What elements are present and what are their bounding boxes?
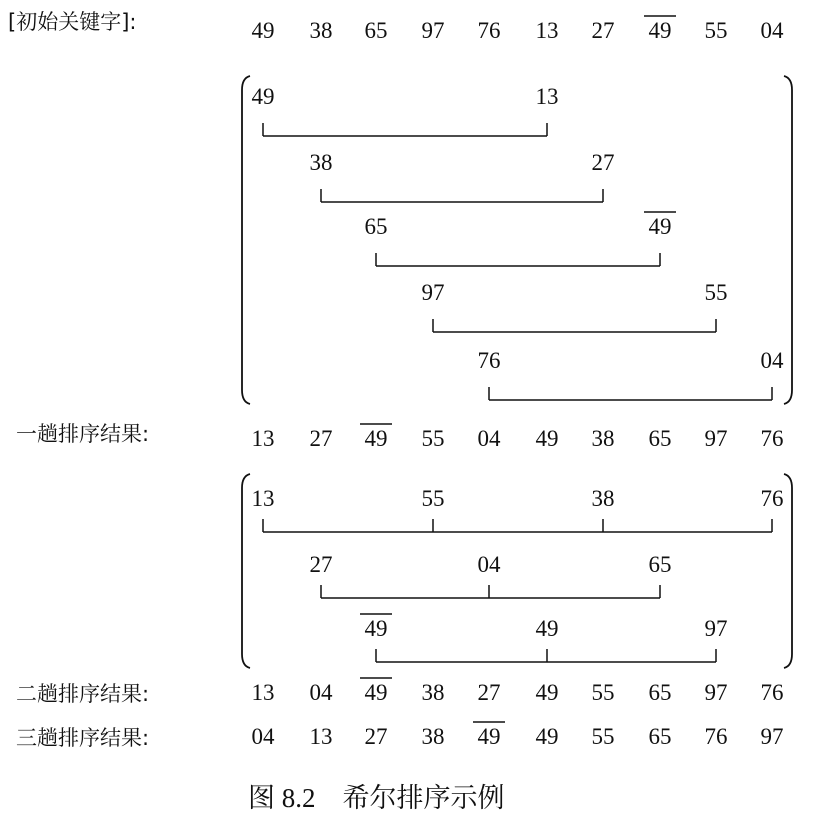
- row-pass2-value: 49: [364, 680, 388, 705]
- row-pass2-value: 38: [421, 680, 445, 705]
- groups2-value: 49: [535, 616, 559, 641]
- row-pass3-value: 49: [535, 724, 559, 749]
- row-pass3-value: 13: [309, 724, 333, 749]
- row-pass2-value: 65: [648, 680, 672, 705]
- groups2-value: 76: [760, 486, 784, 511]
- row-pass3-value: 49: [477, 724, 501, 749]
- row-initial-value: 13: [535, 18, 559, 43]
- row-pass1-value: 38: [591, 426, 615, 451]
- row-pass1-value: 49: [535, 426, 559, 451]
- figure-caption: 图 8.2 希尔排序示例: [248, 783, 505, 813]
- row-pass1-value: 04: [477, 426, 501, 451]
- label-initial: [初始关键字]:: [8, 10, 137, 34]
- row-initial-value: 49: [251, 18, 275, 43]
- row-initial-value: 76: [477, 18, 501, 43]
- row-initial-value: 38: [309, 18, 333, 43]
- groups1-value: 97: [421, 280, 445, 305]
- groups2-value: 65: [648, 552, 672, 577]
- row-pass1-value: 55: [421, 426, 445, 451]
- label-pass3: 三趟排序结果:: [16, 726, 150, 750]
- row-pass3-value: 27: [364, 724, 388, 749]
- row-pass3-value: 76: [704, 724, 728, 749]
- row-pass2-value: 49: [535, 680, 559, 705]
- groups1-value: 04: [760, 348, 784, 373]
- label-pass2: 二趟排序结果:: [16, 682, 150, 706]
- row-pass3-value: 38: [421, 724, 445, 749]
- row-pass3-value: 65: [648, 724, 672, 749]
- row-pass1-value: 76: [760, 426, 784, 451]
- row-initial-value: 97: [421, 18, 445, 43]
- row-initial-value: 04: [760, 18, 784, 43]
- row-initial-value: 65: [364, 18, 388, 43]
- groups2-value: 49: [364, 616, 388, 641]
- groups1-value: 27: [591, 150, 615, 175]
- row-pass1-value: 13: [251, 426, 275, 451]
- row-pass2-value: 97: [704, 680, 728, 705]
- groups2-value: 04: [477, 552, 501, 577]
- row-pass1-value: 49: [364, 426, 388, 451]
- row-pass3-value: 55: [591, 724, 615, 749]
- pass1-right-bracket: [784, 76, 792, 404]
- row-pass3-value: 04: [251, 724, 275, 749]
- groups1-value: 76: [477, 348, 501, 373]
- row-pass2-value: 27: [477, 680, 501, 705]
- groups1-value: 65: [364, 214, 388, 239]
- groups1-value: 13: [535, 84, 559, 109]
- label-pass1: 一趟排序结果:: [16, 422, 150, 446]
- row-pass1-value: 65: [648, 426, 672, 451]
- groups2-value: 13: [251, 486, 275, 511]
- row-initial-value: 55: [704, 18, 728, 43]
- row-pass3-value: 97: [760, 724, 784, 749]
- groups2-value: 27: [309, 552, 333, 577]
- row-pass2-value: 13: [251, 680, 275, 705]
- groups1-value: 49: [648, 214, 672, 239]
- row-pass1-value: 27: [309, 426, 333, 451]
- pass2-left-bracket: [242, 474, 250, 668]
- groups1-value: 55: [704, 280, 728, 305]
- row-pass2-value: 04: [309, 680, 333, 705]
- groups1-value: 38: [309, 150, 333, 175]
- pass2-right-bracket: [784, 474, 792, 668]
- groups1-value: 49: [251, 84, 275, 109]
- row-pass1-value: 97: [704, 426, 728, 451]
- groups2-value: 97: [704, 616, 728, 641]
- groups2-value: 38: [591, 486, 615, 511]
- groups2-value: 55: [421, 486, 445, 511]
- row-initial-value: 27: [591, 18, 615, 43]
- row-pass2-value: 76: [760, 680, 784, 705]
- row-initial-value: 49: [648, 18, 672, 43]
- pass1-left-bracket: [242, 76, 250, 404]
- row-pass2-value: 55: [591, 680, 615, 705]
